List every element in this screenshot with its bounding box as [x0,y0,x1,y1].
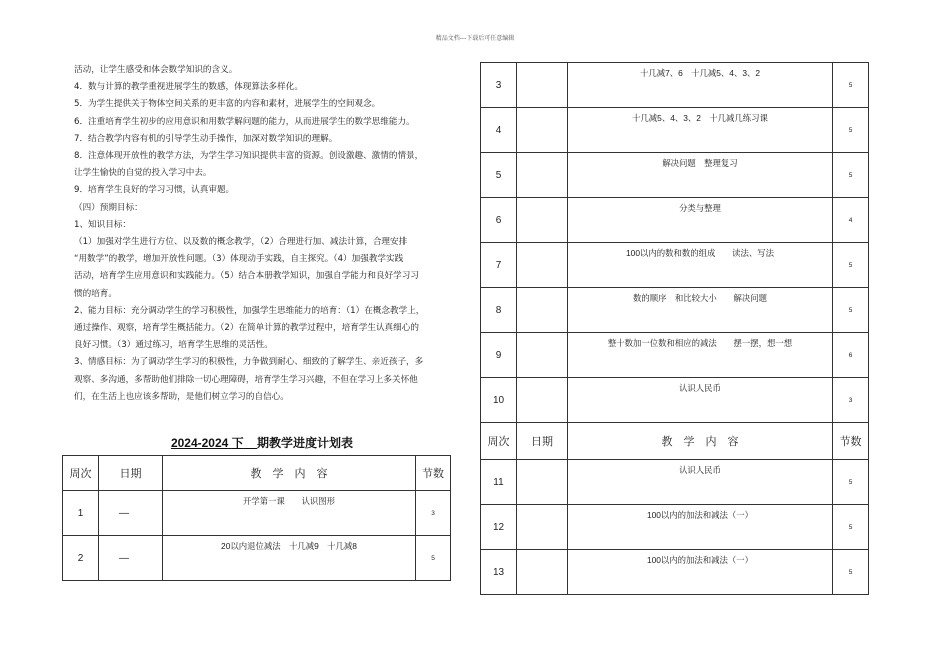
date-cell [517,198,568,243]
week-cell: 9 [481,333,517,378]
table-row [481,288,869,333]
text-line: 良好习惯。（3）通过练习，培育学生思维的灵活性。 [74,340,273,351]
text-line: 们，在生活上也应该多帮助，是他们树立学习的自信心。 [74,391,289,402]
schedule-title [74,434,450,451]
content-cell: 数的顺序 和比较大小 解决问题 [568,288,833,333]
header-week: 周次 [481,423,517,460]
week-cell: 4 [481,108,517,153]
header-hours: 节数 [416,456,451,491]
hours-cell: 3 [833,378,869,423]
table-row [481,108,869,153]
date-cell [517,505,568,550]
content-cell: 100以内的数和数的组成 读法、写法 [568,243,833,288]
hours-cell: 5 [833,153,869,198]
text-line: 活动，培育学生应用意识和实践能力。（5）结合本册教学知识，加强自学能力和良好学习习 [74,271,419,282]
schedule-title-years: 2024-2024 [170,436,229,450]
table-header-row [481,423,869,460]
header-date: 日期 [99,456,163,491]
text-line: 3、情感目标：为了调动学生学习的积极性，力争做到耐心、细致的了解学生、亲近孩子，多 [74,357,424,368]
content-cell: 分类与整理 [568,198,833,243]
hours-cell: 5 [833,550,869,595]
content-cell: 十几减5、4、3、2 十几减几练习课 [568,108,833,153]
content-cell: 20以内退位减法 十几减9 十几减8 [163,536,416,581]
header-content: 教 学 内 容 [163,456,416,491]
date-cell: — [99,491,163,536]
text-line: 1、知识目标： [74,219,132,230]
text-line: 让学生愉快的自觉的投入学习中去。 [74,168,212,179]
table-row [481,63,869,108]
text-line: 6．注重培育学生初步的应用意识和用数学解问题的能力，从而进展学生的数学思维能力。 [74,116,415,127]
hours-cell: 5 [833,288,869,333]
date-cell [517,63,568,108]
schedule-table-right [480,62,869,595]
schedule-table-left [62,455,451,581]
date-cell [517,243,568,288]
table-row [63,491,451,536]
date-cell [517,153,568,198]
week-cell: 6 [481,198,517,243]
date-cell: — [99,536,163,581]
table-row [481,550,869,595]
header-week: 周次 [63,456,99,491]
hours-cell: 5 [833,108,869,153]
text-line: 2、能力目标：充分调动学生的学习积极性，加强学生思维能力的培育：（1）在概念教学上， [74,305,425,316]
content-cell: 100以内的加法和减法（一） [568,505,833,550]
hours-cell: 4 [833,198,869,243]
hours-cell: 5 [416,536,451,581]
text-line: （四）预期目标： [74,202,143,213]
week-cell: 10 [481,378,517,423]
date-cell [517,378,568,423]
header-content: 教 学 内 容 [568,423,833,460]
table-row [481,378,869,423]
table-row [481,153,869,198]
content-cell: 整十数加一位数和相应的减法 摆一摆，想一想 [568,333,833,378]
week-cell: 3 [481,63,517,108]
week-cell: 13 [481,550,517,595]
text-line: 惯的培育。 [74,288,117,299]
hours-cell: 5 [833,505,869,550]
date-cell [517,550,568,595]
week-cell: 5 [481,153,517,198]
table-row [481,460,869,505]
date-cell [517,108,568,153]
table-row [63,536,451,581]
content-cell: 认识人民币 [568,378,833,423]
text-line: （1）加强对学生进行方位、以及数的概念教学，（2）合理进行加、减法计算，合理安排 [74,237,408,248]
week-cell: 2 [63,536,99,581]
text-line: 观察、多沟通，多帮助他们排除一切心理障碍，培育学生学习兴趣，不但在学习上多关怀他 [74,374,418,385]
schedule-title-term: 下 [231,436,244,450]
text-line: 5．为学生提供关于物体空间关系的更丰富的内容和素材，进展学生的空间观念。 [74,99,381,110]
table-row [481,333,869,378]
hours-cell: 5 [833,63,869,108]
hours-cell: 6 [833,333,869,378]
week-cell: 1 [63,491,99,536]
text-line: 活动，让学生感受和体会数学知识的含义。 [74,65,238,75]
header-hours: 节数 [833,423,869,460]
date-cell [517,460,568,505]
text-line: 通过操作、观察，培育学生概括能力。（2）在简单计算的教学过程中，培育学生认真细心的 [74,323,419,334]
text-line: “用数学”的教学，增加开放性问题。（3）体现动手实践，自主探究。（4）加强教学实践 [74,254,404,265]
content-cell: 开学第一课 认识图形 [163,491,416,536]
content-cell: 认识人民币 [568,460,833,505]
page-header-note: 精品文档---下载后可任意编辑 [435,35,515,42]
date-cell [517,333,568,378]
week-cell: 7 [481,243,517,288]
hours-cell: 3 [416,491,451,536]
content-cell: 十几减7、6 十几减5、4、3、2 [568,63,833,108]
teaching-goals-text [74,62,462,406]
schedule-title-suffix: 期教学进度计划表 [257,436,354,450]
week-cell: 11 [481,460,517,505]
header-date: 日期 [517,423,568,460]
text-line: 8．注意体现开放性的教学方法，为学生学习知识提供丰富的资源。创设激趣、激情的情景， [74,151,424,162]
text-line: 4．数与计算的教学重视进展学生的数感，体现算法多样化。 [74,82,303,93]
table-row [481,243,869,288]
week-cell: 8 [481,288,517,333]
content-cell: 100以内的加法和减法（一） [568,550,833,595]
content-cell: 解决问题 整理复习 [568,153,833,198]
date-cell [517,288,568,333]
week-cell: 12 [481,505,517,550]
text-line: 7．结合教学内容有机的引导学生动手操作，加深对数学知识的理解。 [74,133,338,144]
table-row [481,505,869,550]
hours-cell: 5 [833,243,869,288]
hours-cell: 5 [833,460,869,505]
table-row [481,198,869,243]
table-header-row [63,456,451,491]
text-line: 9．培育学生良好的学习习惯，认真审题。 [74,185,235,196]
